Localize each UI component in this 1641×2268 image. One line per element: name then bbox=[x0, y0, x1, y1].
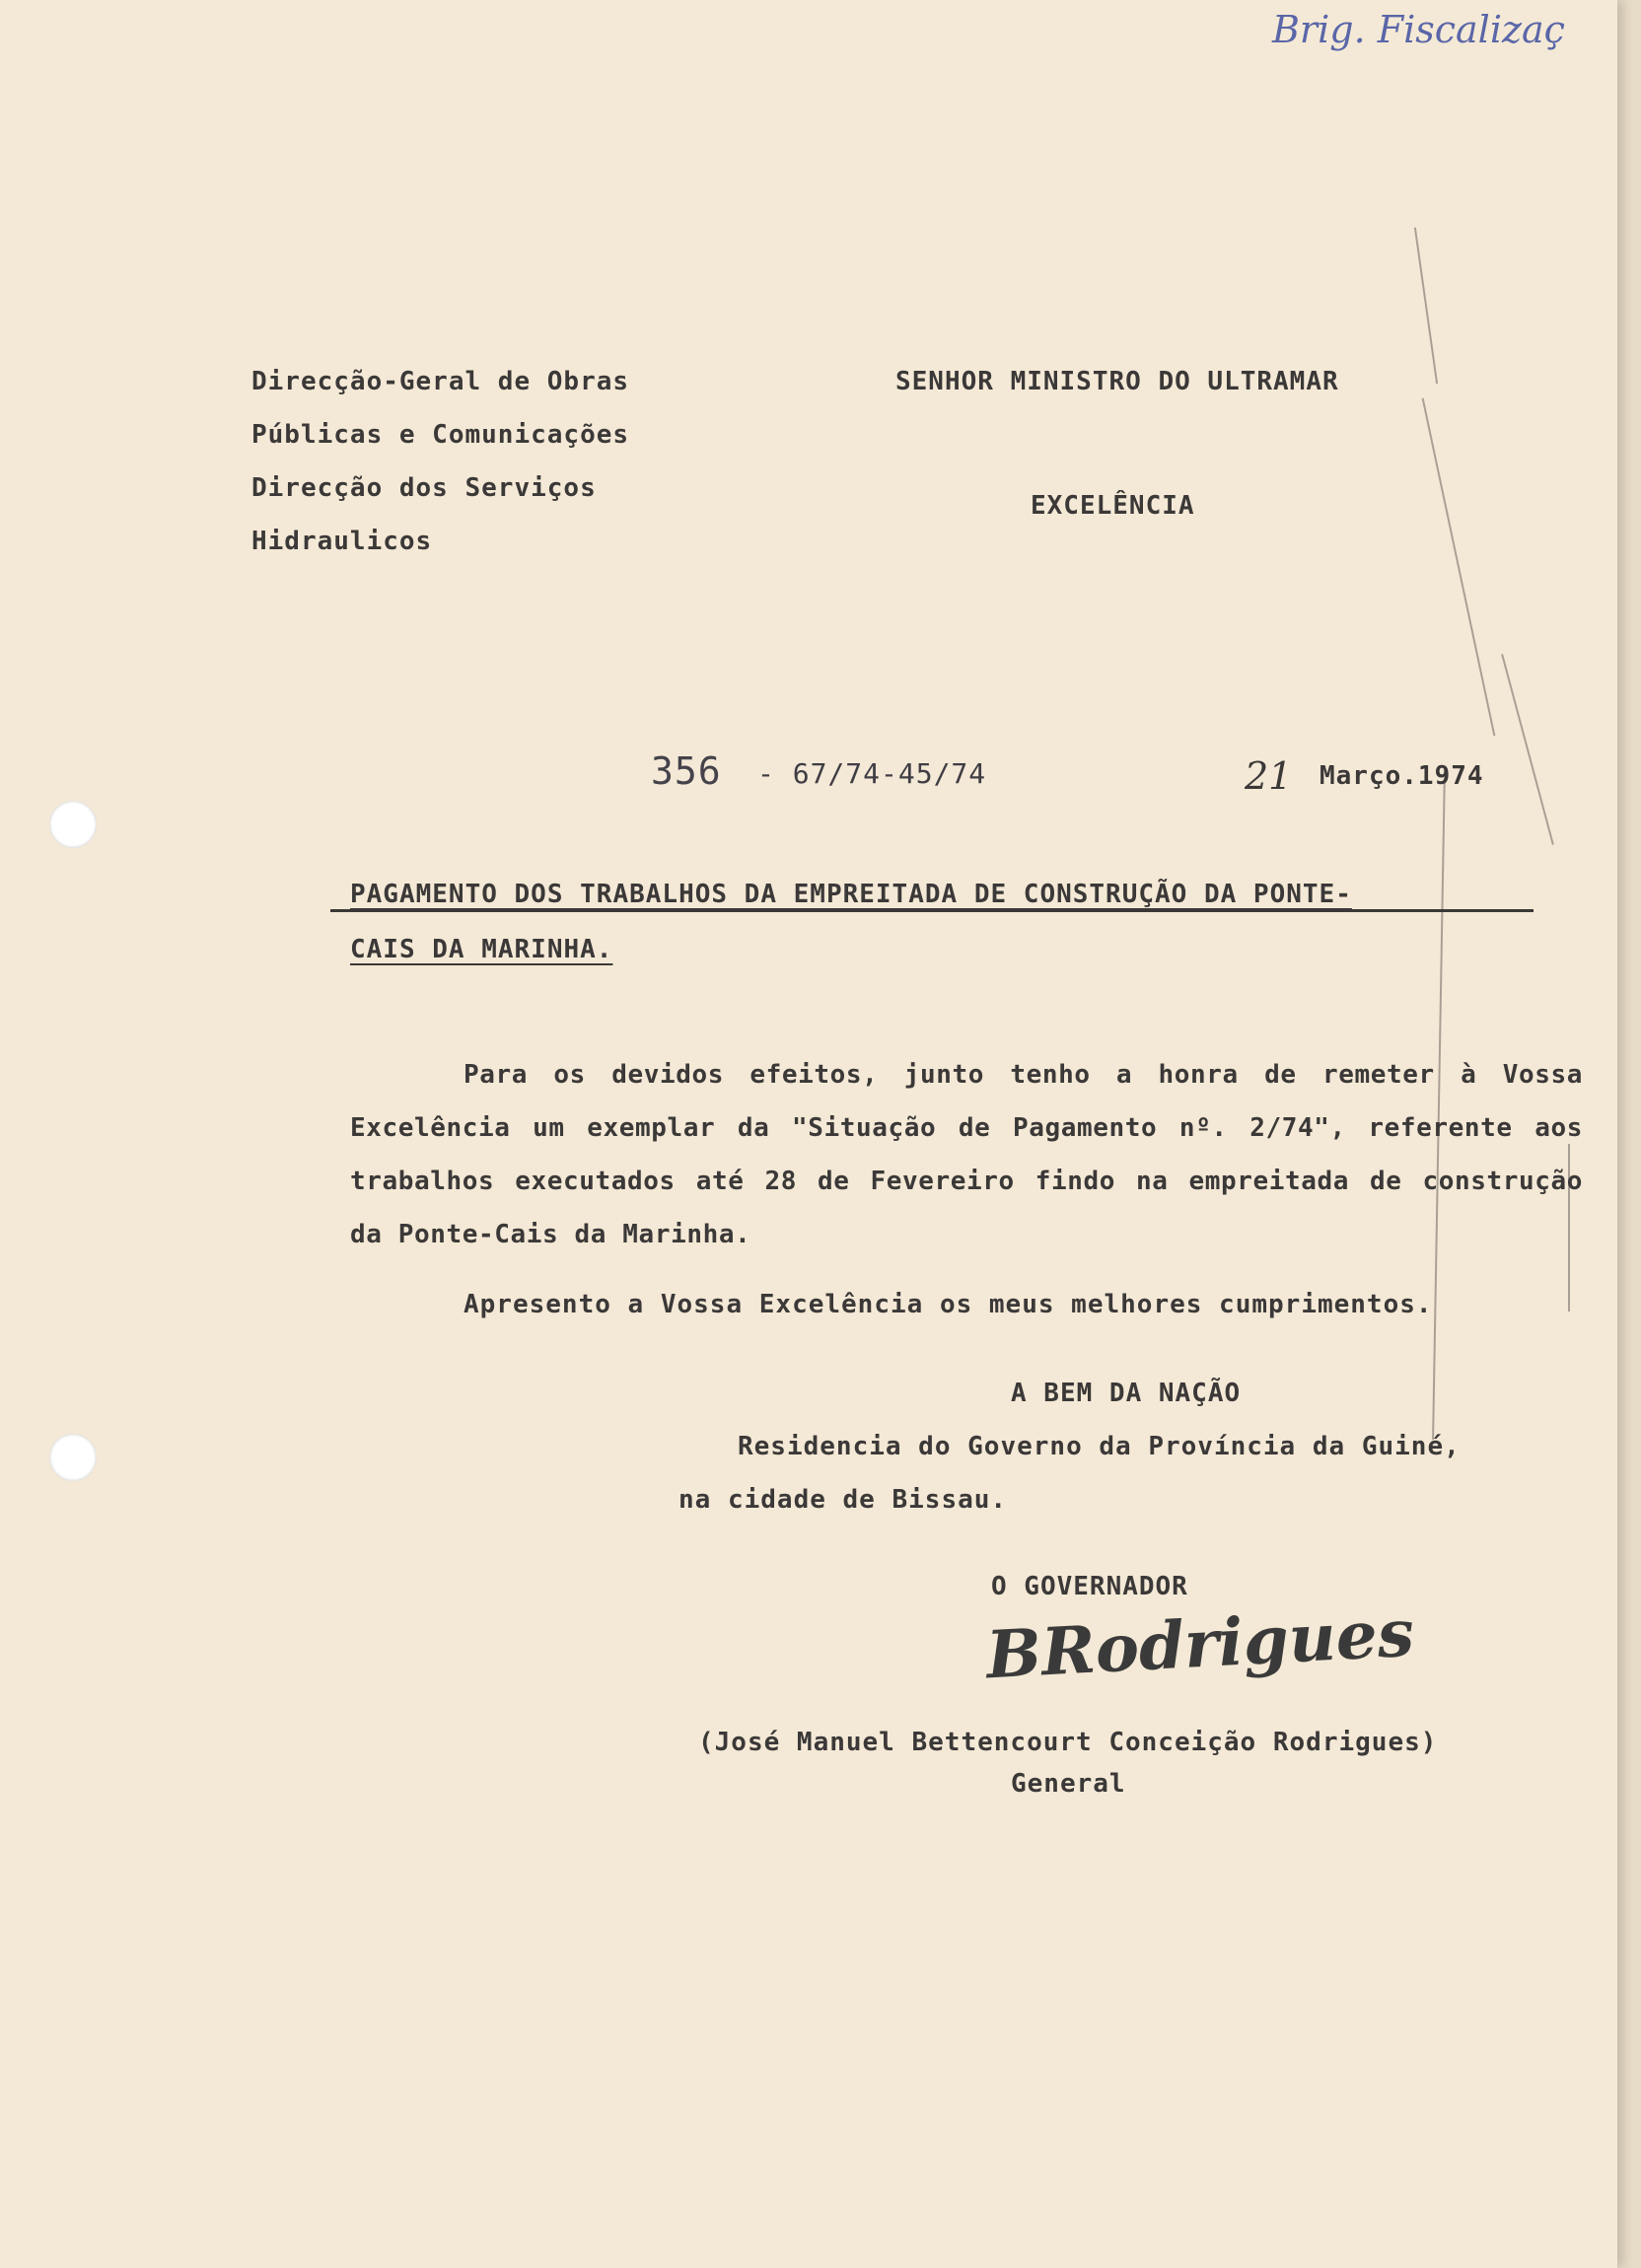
signatory-rank: General bbox=[1011, 1769, 1126, 1799]
punch-hole bbox=[49, 1434, 97, 1481]
subject-line: CAIS DA MARINHA. bbox=[350, 935, 613, 964]
body-paragraph: Apresento a Vossa Excelência os meus melhores cumprimentos. bbox=[464, 1290, 1433, 1319]
sender-line: Direcção dos Serviços bbox=[251, 473, 597, 503]
closing-motto: A BEM DA NAÇÃO bbox=[1011, 1379, 1242, 1408]
handwritten-day: 21 bbox=[1245, 754, 1293, 798]
date-month-year: Março.1974 bbox=[1320, 761, 1484, 791]
pencil-mark bbox=[1422, 398, 1496, 737]
signatory-name: (José Manuel Bettencourt Conceição Rodrigues) bbox=[698, 1728, 1438, 1757]
punch-hole bbox=[49, 801, 97, 848]
reference-code: - 67/74-45/74 bbox=[757, 757, 987, 790]
sender-line: Públicas e Comunicações bbox=[251, 420, 630, 450]
recipient-title: SENHOR MINISTRO DO ULTRAMAR bbox=[895, 367, 1339, 396]
closing-place: Residencia do Governo da Província da Guiné, bbox=[738, 1432, 1461, 1461]
pencil-mark bbox=[1501, 654, 1554, 845]
body-paragraph: Para os devidos efeitos, junto tenho a honra de remeter à Vossa Excelência um exemplar da "Situação de Pagamento nº. 2/74", referente aos trabalhos executados até 28 de Fevereiro findo na empreitada de construção da Ponte-Cais da Marinha. bbox=[350, 1060, 1583, 1249]
letter-body bbox=[350, 1048, 1583, 1261]
pencil-mark bbox=[1414, 228, 1438, 385]
subject-line: PAGAMENTO DOS TRABALHOS DA EMPREITADA DE CONSTRUÇÃO DA PONTE- bbox=[350, 880, 1352, 909]
sender-line: Direcção-Geral de Obras bbox=[251, 367, 630, 396]
salutation: EXCELÊNCIA bbox=[1031, 491, 1195, 521]
signature-role: O GOVERNADOR bbox=[991, 1572, 1188, 1601]
handwritten-annotation: Brig. Fiscalizaç bbox=[1272, 8, 1565, 51]
subject-rule bbox=[330, 909, 1534, 912]
sender-line: Hidraulicos bbox=[251, 527, 433, 556]
closing-place: na cidade de Bissau. bbox=[678, 1485, 1008, 1515]
handwritten-signature: BRodrigues bbox=[984, 1594, 1416, 1694]
reference-number: 356 bbox=[651, 749, 722, 793]
